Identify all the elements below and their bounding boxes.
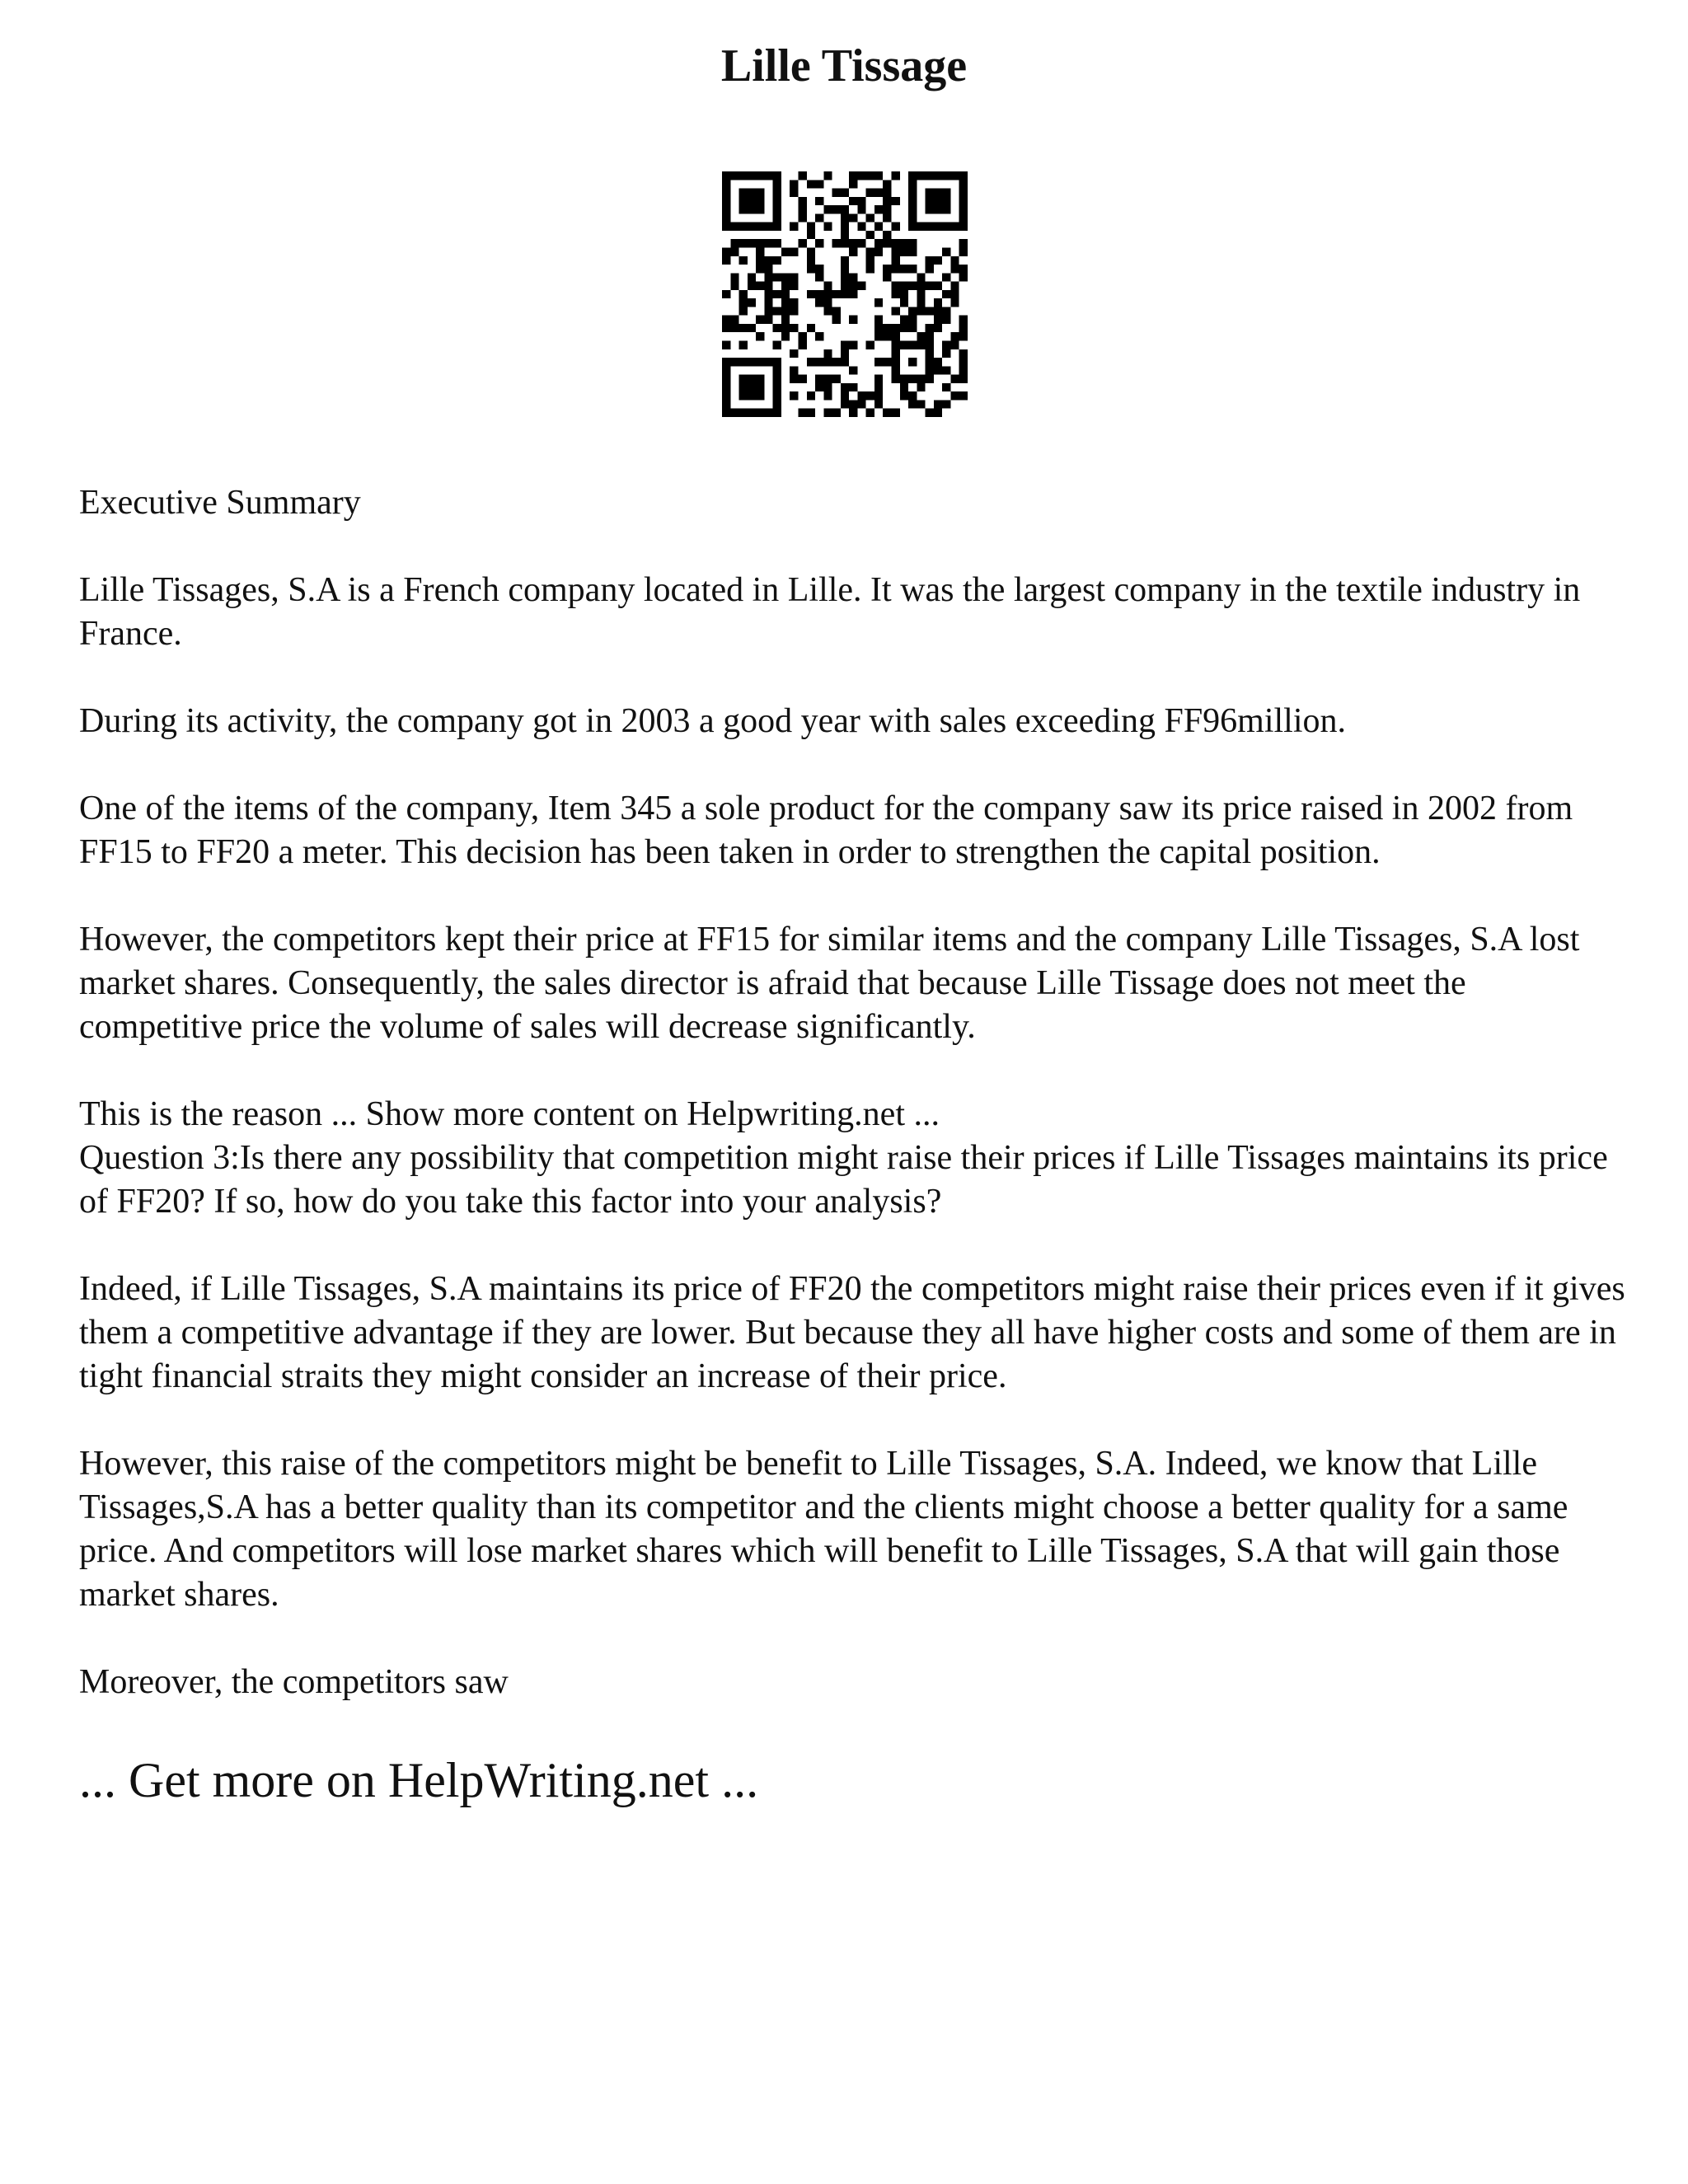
paragraph: Moreover, the competitors saw [79, 1663, 509, 1701]
document-title: Lille Tissage [720, 40, 968, 91]
paragraph: One of the items of the company, Item 345 a sole product for the company saw its price raised in 2002 from FF15 to FF20 a meter. This decision has been taken in order to strengthen the capital position. [79, 790, 1573, 871]
section-heading: Executive Summary [79, 484, 361, 522]
show-more-text: This is the reason ... Show more content on Helpwriting.net ... [79, 1095, 940, 1133]
paragraph: Question 3:Is there any possibility that competition might raise their prices if Lille Tissages maintains its price of FF20? If so, how do you take this factor into your analysis? [79, 1139, 1608, 1221]
paragraph: Indeed, if Lille Tissages, S.A maintains its price of FF20 the competitors might raise their prices even if it gives them a competitive advantage if they are lower. But because they all have higher costs and some of them are in tight financial straits they might consider an increase of their price. [79, 1270, 1625, 1395]
paragraph: During its activity, the company got in 2003 a good year with sales exceeding FF96million. [79, 702, 1347, 740]
get-more-link[interactable]: ... Get more on HelpWriting.net ... [79, 1753, 759, 1807]
paragraph: Lille Tissages, S.A is a French company located in Lille. It was the largest company in the textile industry in France. [79, 571, 1581, 653]
paragraph: However, this raise of the competitors might be benefit to Lille Tissages, S.A. Indeed, we know that Lille Tissages,S.A has a better quality than its competitor and the clients might choose a better quality for a same price. And competitors will lose market shares which will benefit to Lille Tissages, S.A that will gain those market shares. [79, 1445, 1568, 1614]
qr-code-icon [722, 171, 968, 417]
document-body [79, 481, 1629, 1748]
paragraph: However, the competitors kept their price at FF15 for similar items and the company Lille Tissages, S.A lost market shares. Consequently, the sales director is afraid that because Lille Tissage does not meet the competitive price the volume of sales will decrease significantly. [79, 921, 1580, 1046]
